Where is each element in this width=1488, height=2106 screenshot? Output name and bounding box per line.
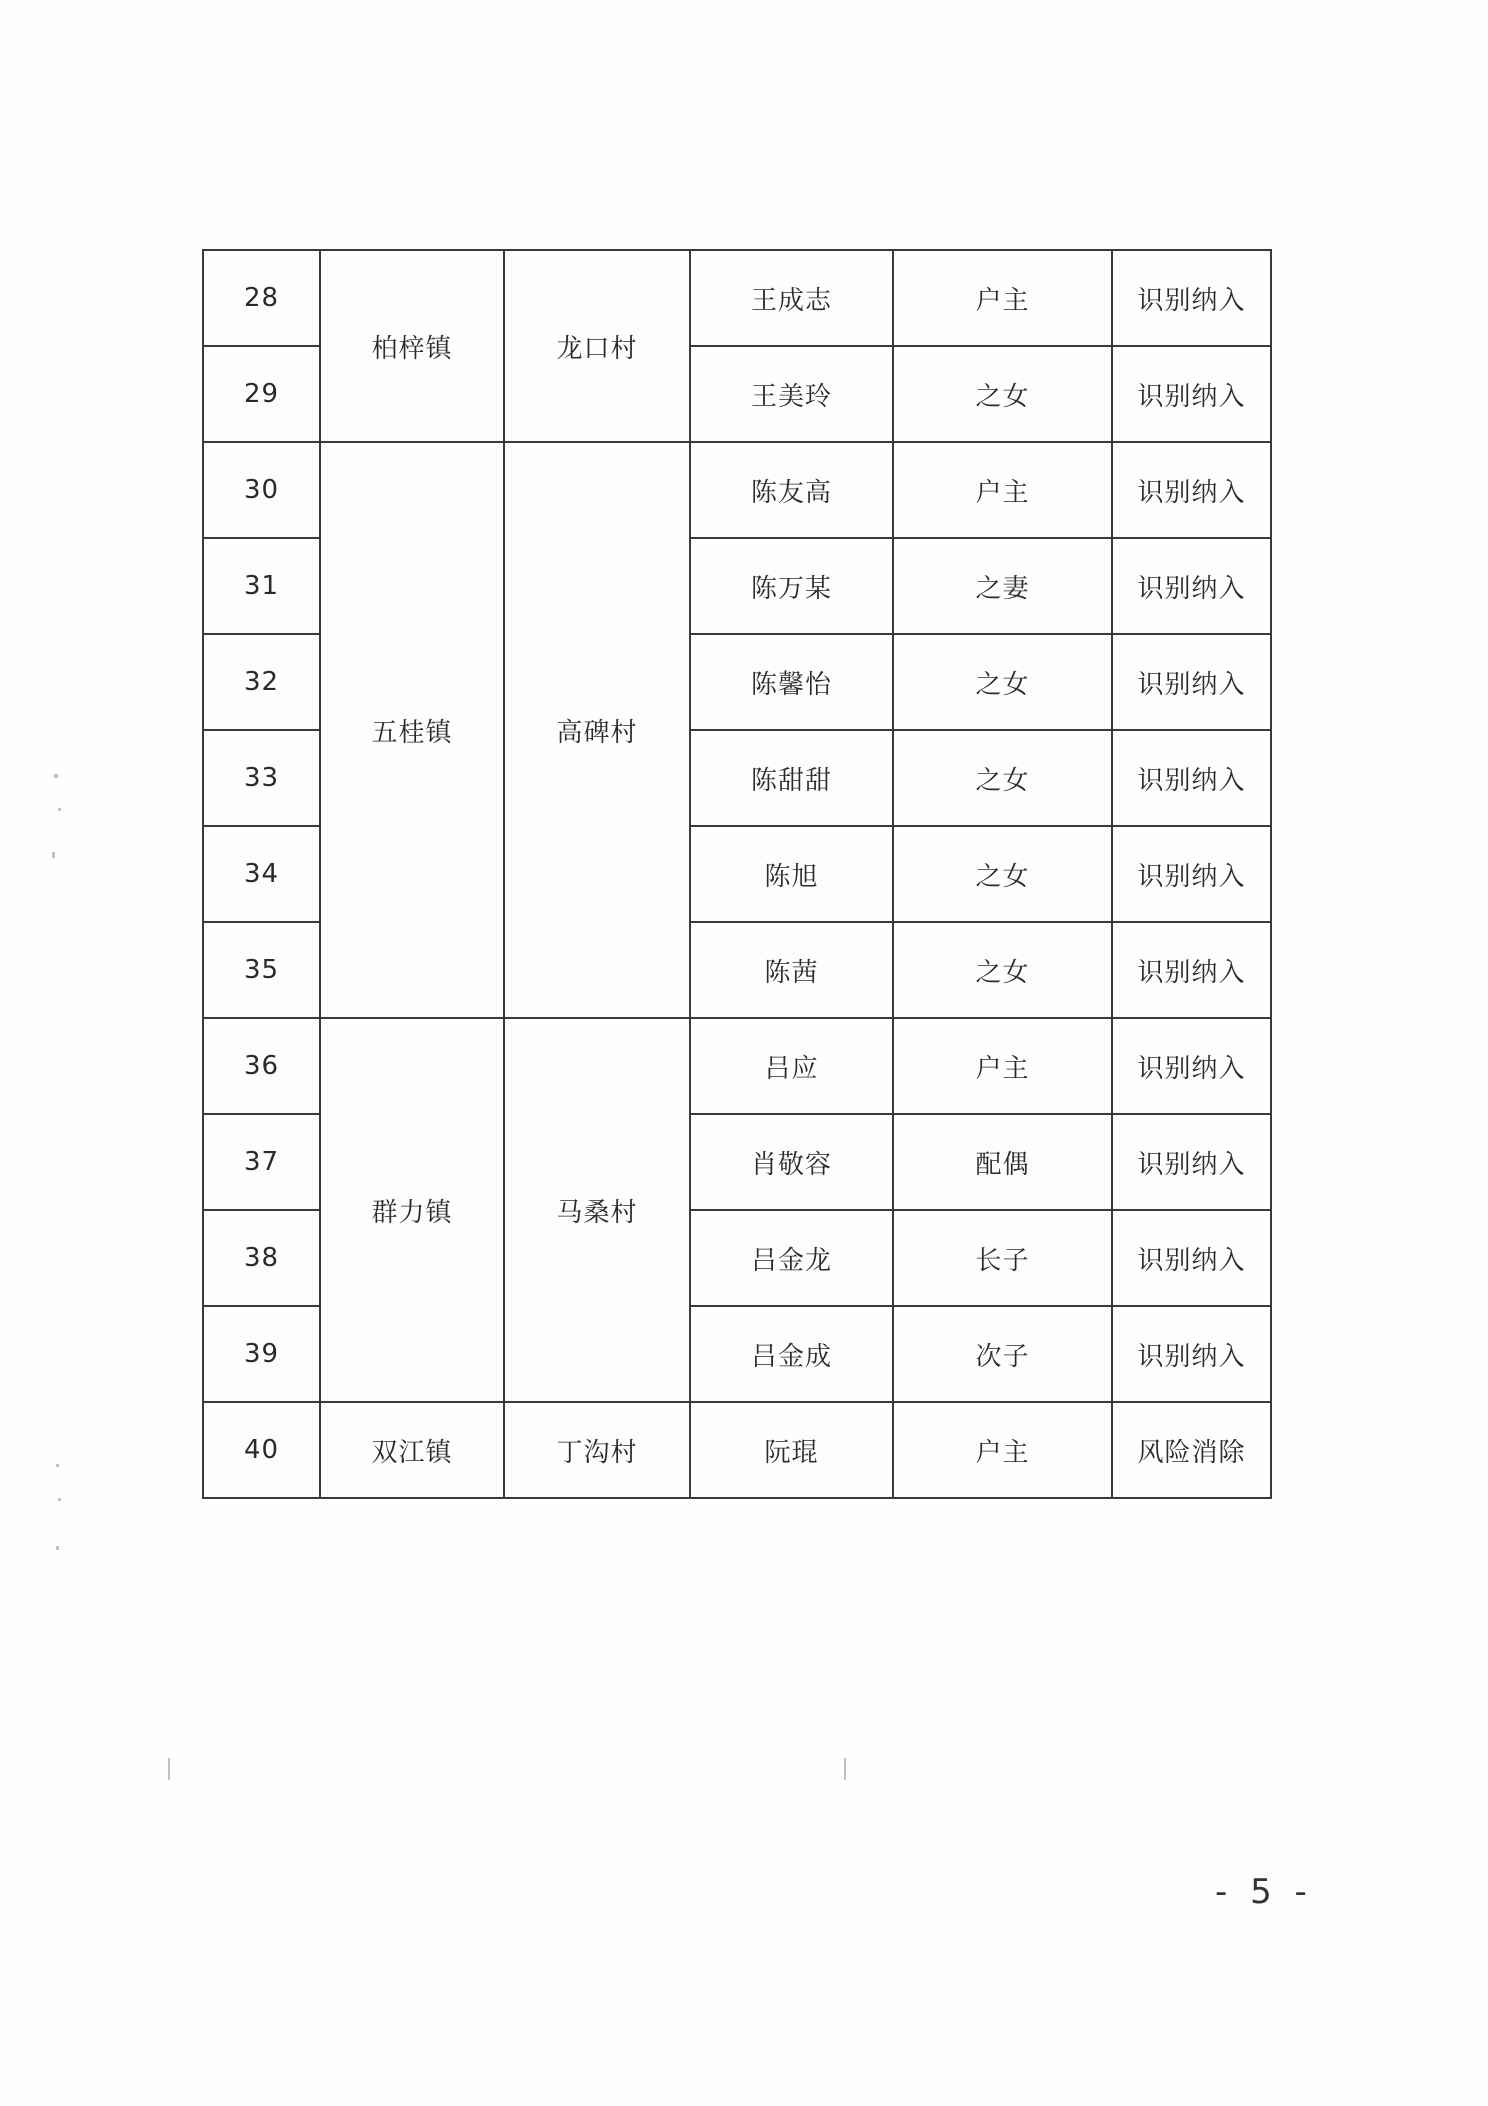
scan-artifact [58,808,61,811]
status-cell: 识别纳入 [1112,1114,1271,1210]
row-number: 39 [203,1306,320,1402]
relation-cell: 之妻 [893,538,1112,634]
row-number: 35 [203,922,320,1018]
village-cell: 马桑村 [504,1018,690,1402]
town-cell: 群力镇 [320,1018,504,1402]
town-cell: 五桂镇 [320,442,504,1018]
name-cell: 陈甜甜 [690,730,893,826]
name-cell: 陈友高 [690,442,893,538]
relation-cell: 之女 [893,634,1112,730]
status-cell: 识别纳入 [1112,730,1271,826]
relation-cell: 户主 [893,442,1112,538]
name-cell: 陈旭 [690,826,893,922]
name-cell: 王美玲 [690,346,893,442]
name-cell: 阮琨 [690,1402,893,1498]
roster-table [202,249,1272,1499]
row-number: 33 [203,730,320,826]
status-cell: 识别纳入 [1112,634,1271,730]
table-row [203,1402,1271,1498]
row-number: 34 [203,826,320,922]
relation-cell: 之女 [893,826,1112,922]
row-number: 40 [203,1402,320,1498]
relation-cell: 配偶 [893,1114,1112,1210]
status-cell: 识别纳入 [1112,1018,1271,1114]
scan-artifact [56,1464,59,1467]
status-cell: 识别纳入 [1112,1306,1271,1402]
page-number: - 5 - [1215,1872,1313,1912]
row-number: 28 [203,250,320,346]
table-row [203,442,1271,538]
table-row [203,250,1271,346]
relation-cell: 户主 [893,250,1112,346]
status-cell: 识别纳入 [1112,826,1271,922]
status-cell: 风险消除 [1112,1402,1271,1498]
name-cell: 陈万某 [690,538,893,634]
village-cell: 丁沟村 [504,1402,690,1498]
row-number: 31 [203,538,320,634]
row-number: 36 [203,1018,320,1114]
name-cell: 吕应 [690,1018,893,1114]
scan-artifact [58,1498,61,1501]
village-cell: 龙口村 [504,250,690,442]
relation-cell: 长子 [893,1210,1112,1306]
name-cell: 陈茜 [690,922,893,1018]
status-cell: 识别纳入 [1112,922,1271,1018]
name-cell: 王成志 [690,250,893,346]
status-cell: 识别纳入 [1112,1210,1271,1306]
row-number: 30 [203,442,320,538]
name-cell: 吕金成 [690,1306,893,1402]
relation-cell: 次子 [893,1306,1112,1402]
relation-cell: 户主 [893,1402,1112,1498]
name-cell: 吕金龙 [690,1210,893,1306]
table-row [203,1018,1271,1114]
relation-cell: 之女 [893,346,1112,442]
row-number: 29 [203,346,320,442]
name-cell: 陈馨怡 [690,634,893,730]
scan-artifact [168,1758,170,1780]
status-cell: 识别纳入 [1112,442,1271,538]
row-number: 32 [203,634,320,730]
name-cell: 肖敬容 [690,1114,893,1210]
scan-artifact [844,1758,846,1780]
relation-cell: 之女 [893,730,1112,826]
town-cell: 双江镇 [320,1402,504,1498]
village-cell: 高碑村 [504,442,690,1018]
scan-artifact [54,774,58,778]
scan-artifact [56,1546,59,1550]
town-cell: 柏梓镇 [320,250,504,442]
status-cell: 识别纳入 [1112,250,1271,346]
scan-artifact [52,852,55,858]
status-cell: 识别纳入 [1112,346,1271,442]
relation-cell: 户主 [893,1018,1112,1114]
relation-cell: 之女 [893,922,1112,1018]
status-cell: 识别纳入 [1112,538,1271,634]
row-number: 37 [203,1114,320,1210]
row-number: 38 [203,1210,320,1306]
